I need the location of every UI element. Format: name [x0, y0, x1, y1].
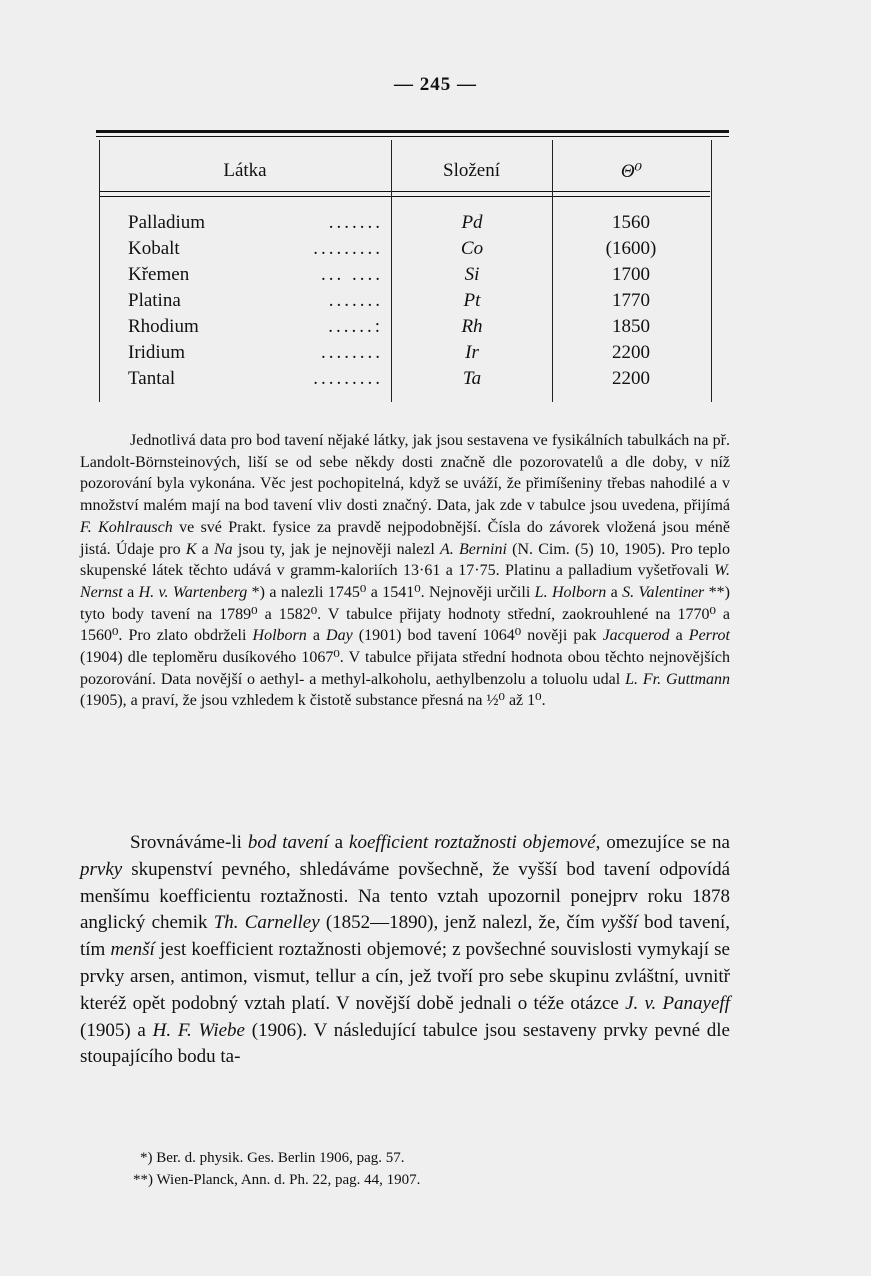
- text-run: a: [606, 583, 623, 601]
- row-value: 1560: [612, 212, 650, 233]
- row-name: Iridium: [128, 342, 185, 363]
- text-run: Srovnáváme-li: [130, 832, 248, 853]
- author-name: H. v. Wartenberg: [138, 583, 248, 601]
- emphasis: bod tavení: [247, 832, 329, 853]
- row-symbol: Pd: [461, 212, 483, 233]
- author-name: A. Bernini: [439, 540, 507, 558]
- text-run: jest koefficient roztažnosti objemové; z povšechné souvislosti vymykají se prvky arsen, antimon, vismut, tellur a cín, jež tvoří pro sebe skupinu zvláštní, uvnitř kteréž opět podobný vztah platí. V novější době jednali o téže otázce: [80, 939, 730, 1014]
- row-name: Platina: [128, 290, 181, 311]
- author-name: Holborn: [252, 627, 307, 645]
- text-run: (1904) dle teploměru dusíkového 1067⁰. V tabulce přijata střední hodnota obou těchto nejnovějších pozorování. Data novější o aethyl- a methyl-alkoholu, aethylbenzolu a toluolu udal: [80, 649, 730, 688]
- notes-paragraph: [80, 430, 730, 712]
- row-leader-dots: ......:: [328, 316, 383, 337]
- header-theta: Θ⁰: [620, 161, 643, 182]
- table-notes: [80, 430, 730, 712]
- table-row: [0, 342, 871, 368]
- emphasis: prvky: [80, 858, 123, 880]
- emphasis: menší: [110, 939, 155, 961]
- author-name: H. F. Wiebe: [152, 1019, 245, 1041]
- table-row: [0, 264, 871, 290]
- text-run: (1905) a: [80, 1019, 153, 1041]
- row-value: 1850: [612, 316, 650, 337]
- row-value: (1600): [605, 238, 657, 259]
- author-name: Perrot: [688, 627, 730, 645]
- text-run: (1906). V následující tabulce jsou sestaveny prvky pevné dle stoupajícího bodu ta-: [80, 1019, 730, 1068]
- author-name: Th. Carnelley: [213, 912, 320, 934]
- emphasis: koefficient roztažnosti objemové: [349, 832, 596, 853]
- text-run: a: [122, 583, 139, 601]
- row-name: Křemen: [128, 264, 190, 285]
- row-leader-dots: .......: [328, 290, 383, 311]
- table-header-rule: [100, 191, 710, 192]
- table-row: [0, 212, 871, 238]
- row-symbol: Si: [464, 264, 480, 285]
- author-name: J. v. Panayeff: [625, 992, 730, 1014]
- table-row: [0, 368, 871, 394]
- text-run: ve své Prakt. fysice za pravdě nejpodobnější. Čísla do závorek vložená jsou méně jistá. Údaje pro: [80, 518, 730, 558]
- text-run: a: [328, 832, 350, 853]
- author-name: Jacquerod: [602, 627, 670, 645]
- row-name: Palladium: [128, 212, 206, 233]
- row-symbol: Rh: [461, 316, 483, 337]
- text-run: , omezujíce se na: [595, 832, 730, 853]
- row-leader-dots: .......: [328, 212, 383, 233]
- body-paragraph: [80, 830, 730, 1071]
- author-name: F. Kohlrausch: [80, 518, 173, 536]
- text-run: bod tavení, tím: [80, 912, 730, 961]
- author-name: W. Nernst: [80, 562, 730, 601]
- table-row: [0, 316, 871, 342]
- text-run: (1905), a praví, že jsou vzhledem k čistotě substance přesná na ½⁰ až 1⁰.: [80, 692, 546, 710]
- text-run: skupenství pevného, shledáváme povšechně, že vyšší bod tavení odpovídá menšímu koefficientu roztažnosti. Na tento vztah upozornil ponejprv roku 1878 anglický chemik: [80, 858, 730, 934]
- row-leader-dots: .........: [313, 368, 383, 389]
- footnote-2: **) Wien-Planck, Ann. d. Ph. 22, pag. 44, 1907.: [133, 1172, 421, 1188]
- main-text: [80, 830, 730, 1071]
- element-symbol: Na: [214, 540, 233, 558]
- text-run: (1901) bod tavení 1064⁰ nověji pak: [352, 627, 603, 645]
- table-top-rule: [96, 130, 729, 133]
- text-run: a: [669, 627, 689, 645]
- row-leader-dots: ... ....: [321, 264, 383, 285]
- author-name: L. Holborn: [534, 583, 607, 601]
- row-name: Rhodium: [128, 316, 199, 337]
- row-name: Tantal: [128, 368, 176, 389]
- table-header-rule-thin: [100, 196, 710, 197]
- header-substance: Látka: [223, 160, 267, 181]
- header-composition: Složení: [443, 160, 500, 181]
- row-name: Kobalt: [128, 238, 180, 259]
- row-symbol: Pt: [463, 290, 481, 311]
- row-leader-dots: .........: [313, 238, 383, 259]
- row-symbol: Ir: [465, 342, 479, 363]
- row-symbol: Co: [460, 238, 484, 259]
- author-name: L. Fr. Guttmann: [625, 670, 731, 688]
- page-number: — 245 —: [394, 74, 477, 95]
- row-value: 1700: [612, 264, 650, 285]
- author-name: S. Valentiner: [622, 583, 705, 601]
- row-value: 1770: [612, 290, 650, 311]
- text-run: Jednotlivá data pro bod tavení nějaké látky, jak jsou sestavena ve fysikálních tabulkách na př. Landolt-Börnsteinových, liší se od sebe někdy dosti značně dle pozorovatelů a dle doby, v níž pozorování byla vykonána. Věc jest pochopitelná, když se uváží, že přimíšeniny třebas nahodilé a v množství malém mají na bod tavení vliv dosti značný. Data, jak zde v tabulce jsou uvedena, přijímá: [80, 432, 730, 515]
- footnote-1: *) Ber. d. physik. Ges. Berlin 1906, pag. 57.: [140, 1150, 405, 1166]
- row-leader-dots: ........: [321, 342, 383, 363]
- text-run: (N. Cim. (5) 10, 1905). Pro teplo skupenské látek těchto udává v gramm-kaloriích 13·61 a 17·75. Platinu a palladium vyšetřovali: [80, 540, 731, 580]
- author-name: Day: [326, 627, 353, 645]
- emphasis: vyšší: [601, 912, 638, 934]
- element-symbol: K: [185, 540, 197, 558]
- text-run: a: [306, 627, 327, 645]
- table-row: [0, 290, 871, 316]
- row-symbol: Ta: [462, 368, 482, 389]
- table-top-rule-thin: [96, 136, 729, 137]
- text-run: jsou ty, jak je nejnověji nalezl: [232, 540, 440, 558]
- text-run: a: [196, 540, 214, 558]
- text-run: *) a nalezli 1745⁰ a 1541⁰. Nejnověji určili: [247, 583, 535, 601]
- text-run: **) tyto body tavení na 1789⁰ a 1582⁰. V tabulce přijaty hodnoty střední, zaokrouhlené na 1770⁰ a 1560⁰. Pro zlato obdrželi: [80, 583, 731, 645]
- row-value: 2200: [612, 368, 650, 389]
- text-run: (1852—1890), jenž nalezl, že, čím: [319, 912, 602, 934]
- table-row: [0, 238, 871, 264]
- row-value: 2200: [612, 342, 650, 363]
